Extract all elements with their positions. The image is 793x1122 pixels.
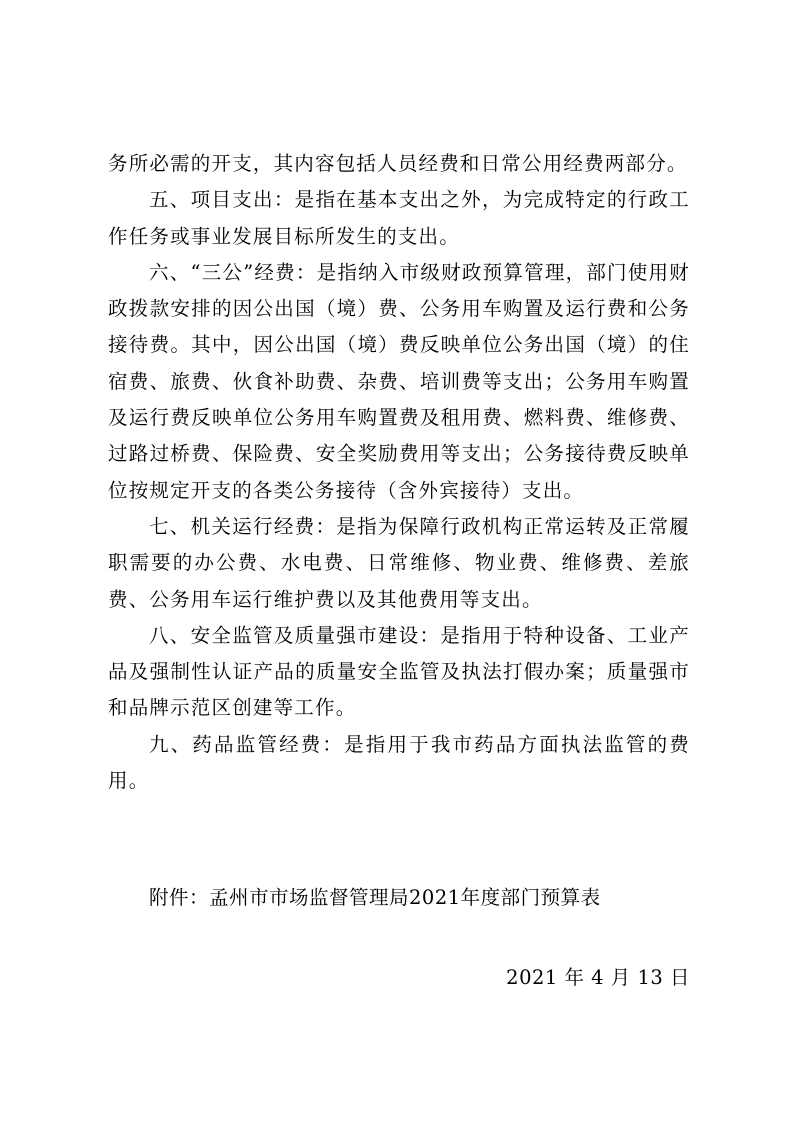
paragraph-three-public-expenses: 六、“三公”经费：是指纳入市级财政预算管理，部门使用财政拨款安排的因公出国（境）费、公务用车购置及运行费和公务接待费。其中，因公出国（境）费反映单位公务出国（境）的住宿费、旅费、伙食补助费、杂费、培训费等支出；公务用车购置及运行费反映单位公务用车购置费及租用费、燃料费、维修费、过路过桥费、保险费、安全奖励费用等支出；公务接待费反映单位按规定开支的各类公务接待（含外宾接待）支出。 <box>108 260 690 502</box>
attachment-note: 附件：孟州市市场监督管理局2021年度部门预算表 <box>149 886 601 909</box>
paragraph-continuation: 务所必需的开支，其内容包括人员经费和日常公用经费两部分。 <box>108 152 688 175</box>
paragraph-agency-operating-expenses: 七、机关运行经费：是指为保障行政机构正常运转及正常履职需要的办公费、水电费、日常维修、物业费、维修费、差旅费、公务用车运行维护费以及其他费用等支出。 <box>108 514 690 611</box>
document-date: 2021 年 4 月 13 日 <box>506 966 690 989</box>
body-text <box>108 146 690 799</box>
paragraph-project-expenditure: 五、项目支出：是指在基本支出之外，为完成特定的行政工作任务或事业发展目标所发生的支出。 <box>108 188 690 248</box>
paragraph-drug-supervision: 九、药品监管经费：是指用于我市药品方面执法监管的费用。 <box>108 732 690 793</box>
paragraph-safety-quality-supervision: 八、安全监管及质量强市建设：是指用于特种设备、工业产品及强制性认证产品的质量安全监管及执法打假办案；质量强市和品牌示范区创建等工作。 <box>108 623 690 720</box>
